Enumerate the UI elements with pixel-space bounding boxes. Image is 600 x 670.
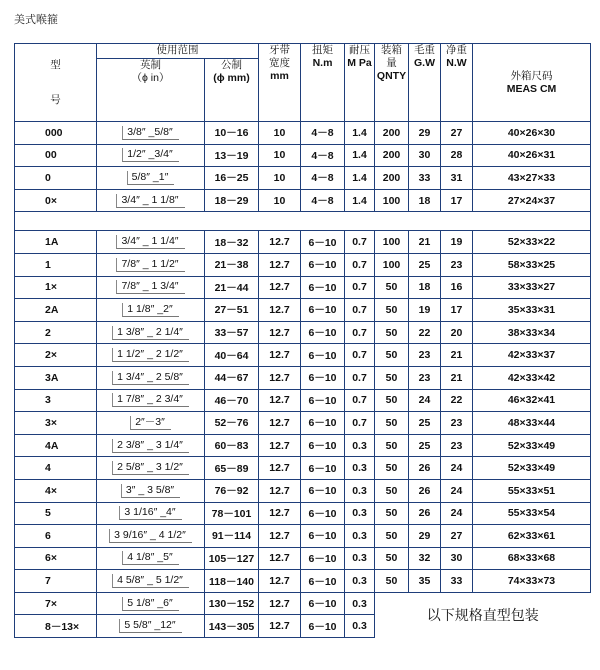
net-header-l2: N.W [446,57,467,69]
torque-cell: 4－8 [301,144,345,167]
torque-cell: 4－8 [301,167,345,190]
type-cell: 4A [15,434,97,457]
qty-cell: 50 [375,479,409,502]
nw-cell: 31 [441,167,473,190]
band-header [259,44,301,122]
pressure-cell: 0.7 [345,321,375,344]
torque-cell: 6－10 [301,321,345,344]
torque-header [301,44,345,122]
qty-cell: 50 [375,321,409,344]
metric-cell: 105－127 [205,547,259,570]
qty-cell: 100 [375,231,409,254]
inch-header-l1: 英制 [140,59,161,71]
inch-cell [97,144,205,167]
pressure-cell: 0.7 [345,231,375,254]
nw-cell: 24 [441,479,473,502]
type-cell: 4× [15,479,97,502]
gw-cell: 26 [409,502,441,525]
table-row [15,389,591,412]
packing-note: 以下规格直型包装 [375,592,591,637]
meas-cell: 55×33×51 [473,479,591,502]
torque-cell: 4－8 [301,189,345,212]
nw-cell: 23 [441,434,473,457]
inch-cell [97,389,205,412]
torque-cell: 6－10 [301,592,345,615]
torque-cell: 6－10 [301,344,345,367]
table-row [15,502,591,525]
qty-cell: 100 [375,253,409,276]
meas-cell: 68×33×68 [473,547,591,570]
band-cell: 12.7 [259,366,301,389]
meas-cell: 52×33×49 [473,457,591,480]
inch-range-value: 7/8″ _ 1 3/4″ [116,280,184,294]
gw-cell: 35 [409,570,441,593]
gw-cell: 26 [409,457,441,480]
inch-range-value: 1/2″ _3/4″ [122,148,178,162]
qty-cell: 50 [375,276,409,299]
gw-cell: 18 [409,276,441,299]
pressure-cell: 0.3 [345,479,375,502]
inch-range-value: 1 1/8″ _2″ [122,303,178,317]
range-group-header: 使用范围 [97,44,259,59]
inch-range-value: 3″ _ 3 5/8″ [121,484,180,498]
type-cell: 5 [15,502,97,525]
inch-cell [97,502,205,525]
inch-range-value: 2 5/8″ _ 3 1/2″ [112,461,189,475]
nw-cell: 16 [441,276,473,299]
pressure-cell: 0.3 [345,592,375,615]
type-cell: 2 [15,321,97,344]
metric-cell: 13－19 [205,144,259,167]
metric-cell: 16－25 [205,167,259,190]
table-row [15,434,591,457]
gw-cell: 33 [409,167,441,190]
meas-cell: 27×24×37 [473,189,591,212]
metric-header-l1: 公制 [221,59,242,71]
meas-cell: 58×33×25 [473,253,591,276]
gw-cell: 18 [409,189,441,212]
type-cell: 1× [15,276,97,299]
inch-cell [97,547,205,570]
band-cell: 12.7 [259,344,301,367]
inch-cell [97,276,205,299]
inch-range-value: 3 9/16″ _ 4 1/2″ [109,529,192,543]
band-cell: 12.7 [259,615,301,638]
torque-header-l2: N.m [312,57,333,69]
gross-header [409,44,441,122]
inch-cell [97,231,205,254]
pressure-cell: 0.7 [345,366,375,389]
metric-cell: 18－32 [205,231,259,254]
meas-header [473,44,591,122]
qty-cell: 50 [375,525,409,548]
inch-cell [97,434,205,457]
type-cell: 1A [15,231,97,254]
qty-cell: 50 [375,570,409,593]
table-row [15,547,591,570]
table-row [15,276,591,299]
gross-header-l1: 毛重 [414,44,435,56]
nw-cell: 22 [441,389,473,412]
qty-cell: 50 [375,344,409,367]
pressure-cell: 0.3 [345,570,375,593]
band-cell: 10 [259,167,301,190]
gw-cell: 23 [409,366,441,389]
metric-cell: 46－70 [205,389,259,412]
inch-range-value: 2″－3″ [130,416,171,430]
inch-cell [97,189,205,212]
torque-cell: 6－10 [301,253,345,276]
type-cell: 0 [15,167,97,190]
meas-cell: 74×33×73 [473,570,591,593]
table-row [15,525,591,548]
qty-cell: 50 [375,299,409,322]
band-cell: 12.7 [259,570,301,593]
nw-cell: 27 [441,525,473,548]
qty-header [375,44,409,122]
inch-range-value: 5/8″ _1″ [127,171,175,185]
band-cell: 12.7 [259,231,301,254]
torque-cell: 6－10 [301,389,345,412]
pressure-cell: 0.3 [345,615,375,638]
metric-header [205,59,259,122]
spec-table [14,43,591,638]
meas-header-l1: 外箱尺码 [510,69,553,82]
pressure-cell: 0.7 [345,299,375,322]
net-header [441,44,473,122]
meas-cell: 42×33×37 [473,344,591,367]
pressure-header-l1: 耐压 [349,44,370,56]
metric-cell: 76－92 [205,479,259,502]
type-header-top: 型 [50,58,61,71]
type-cell: 4 [15,457,97,480]
torque-cell: 4－8 [301,122,345,145]
gw-cell: 19 [409,299,441,322]
band-header-l3: mm [270,70,289,82]
metric-cell: 91－114 [205,525,259,548]
torque-cell: 6－10 [301,276,345,299]
type-cell: 8－13× [15,615,97,638]
gw-cell: 25 [409,434,441,457]
pressure-header-l2: M Pa [347,57,372,69]
inch-range-value: 3/4″ _ 1 1/4″ [116,235,184,249]
net-header-l1: 净重 [446,44,467,56]
table-row [15,366,591,389]
nw-cell: 30 [441,547,473,570]
metric-cell: 21－38 [205,253,259,276]
pressure-cell: 0.3 [345,457,375,480]
gw-cell: 30 [409,144,441,167]
inch-range-value: 3/8″ _5/8″ [122,126,178,140]
gw-cell: 22 [409,321,441,344]
table-row [15,253,591,276]
band-cell: 12.7 [259,547,301,570]
inch-range-value: 1 3/8″ _ 2 1/4″ [112,326,189,340]
nw-cell: 23 [441,412,473,435]
qty-cell: 200 [375,122,409,145]
metric-cell: 33－57 [205,321,259,344]
inch-cell [97,321,205,344]
meas-cell: 52×33×49 [473,434,591,457]
table-row [15,570,591,593]
torque-cell: 6－10 [301,615,345,638]
spacer-cell [15,212,591,231]
meas-cell: 43×27×33 [473,167,591,190]
meas-cell: 55×33×54 [473,502,591,525]
band-cell: 10 [259,122,301,145]
band-cell: 12.7 [259,502,301,525]
pressure-cell: 1.4 [345,144,375,167]
pressure-cell: 0.3 [345,525,375,548]
metric-cell: 21－44 [205,276,259,299]
meas-cell: 52×33×22 [473,231,591,254]
inch-cell [97,122,205,145]
table-row [15,592,591,615]
nw-cell: 19 [441,231,473,254]
qty-cell: 50 [375,412,409,435]
type-cell: 6× [15,547,97,570]
pressure-cell: 0.7 [345,344,375,367]
type-cell: 7× [15,592,97,615]
nw-cell: 24 [441,502,473,525]
pressure-cell: 0.3 [345,547,375,570]
pressure-cell: 0.3 [345,502,375,525]
inch-cell [97,412,205,435]
nw-cell: 33 [441,570,473,593]
torque-cell: 6－10 [301,412,345,435]
table-row [15,457,591,480]
band-cell: 12.7 [259,253,301,276]
spacer-row [15,212,591,231]
inch-range-value: 5 1/8″ _6″ [122,597,178,611]
metric-cell: 78－101 [205,502,259,525]
qty-cell: 200 [375,144,409,167]
page-title: 美式喉箍 [14,14,58,26]
gw-cell: 32 [409,547,441,570]
torque-cell: 6－10 [301,547,345,570]
pressure-header [345,44,375,122]
meas-cell: 46×32×41 [473,389,591,412]
torque-header-l1: 扭矩 [312,44,333,56]
inch-range-value: 4 5/8″ _ 5 1/2″ [112,574,189,588]
qty-header-l1: 装箱 [381,44,402,56]
metric-cell: 10－16 [205,122,259,145]
meas-cell: 38×33×34 [473,321,591,344]
inch-range-value: 2 3/8″ _ 3 1/4″ [112,439,189,453]
band-header-l2: 宽度 [269,57,290,69]
meas-cell: 48×33×44 [473,412,591,435]
metric-cell: 65－89 [205,457,259,480]
inch-cell [97,525,205,548]
inch-cell [97,457,205,480]
inch-range-value: 3 1/16″ _4″ [119,506,181,520]
inch-cell [97,253,205,276]
pressure-cell: 0.7 [345,276,375,299]
metric-cell: 27－51 [205,299,259,322]
qty-cell: 50 [375,547,409,570]
meas-cell: 40×26×31 [473,144,591,167]
inch-cell [97,366,205,389]
type-cell: 00 [15,144,97,167]
table-row [15,412,591,435]
meas-cell: 40×26×30 [473,122,591,145]
inch-range-value: 1 7/8″ _ 2 3/4″ [112,393,189,407]
inch-range-value: 7/8″ _ 1 1/2″ [116,258,184,272]
qty-cell: 50 [375,366,409,389]
gw-cell: 29 [409,122,441,145]
qty-cell: 50 [375,434,409,457]
metric-cell: 18－29 [205,189,259,212]
nw-cell: 28 [441,144,473,167]
band-cell: 12.7 [259,412,301,435]
nw-cell: 21 [441,344,473,367]
gw-cell: 29 [409,525,441,548]
qty-cell: 50 [375,502,409,525]
pressure-cell: 0.3 [345,434,375,457]
type-cell: 1 [15,253,97,276]
table-row [15,189,591,212]
metric-cell: 130－152 [205,592,259,615]
nw-cell: 17 [441,189,473,212]
gross-header-l2: G.W [414,57,435,69]
nw-cell: 20 [441,321,473,344]
qty-header-l2: 量 [386,57,397,69]
pressure-cell: 0.7 [345,389,375,412]
pressure-cell: 1.4 [345,189,375,212]
torque-cell: 6－10 [301,366,345,389]
nw-cell: 21 [441,366,473,389]
gw-cell: 25 [409,412,441,435]
band-header-l1: 牙带 [269,44,290,56]
inch-range-value: 5 5/8″ _12″ [119,619,181,633]
table-row [15,144,591,167]
type-cell: 7 [15,570,97,593]
torque-cell: 6－10 [301,299,345,322]
metric-cell: 44－67 [205,366,259,389]
qty-cell: 200 [375,167,409,190]
inch-cell [97,570,205,593]
meas-cell: 42×33×42 [473,366,591,389]
band-cell: 10 [259,144,301,167]
type-cell: 3A [15,366,97,389]
nw-cell: 17 [441,299,473,322]
type-cell: 000 [15,122,97,145]
metric-cell: 60－83 [205,434,259,457]
metric-cell: 52－76 [205,412,259,435]
qty-cell: 50 [375,457,409,480]
band-cell: 12.7 [259,457,301,480]
pressure-cell: 1.4 [345,122,375,145]
inch-cell [97,344,205,367]
inch-cell [97,592,205,615]
pressure-cell: 0.7 [345,412,375,435]
inch-cell [97,167,205,190]
inch-range-value: 1 1/2″ _ 2 1/2″ [112,348,189,362]
qty-header-l3: QNTY [376,70,407,82]
gw-cell: 24 [409,389,441,412]
gw-cell: 23 [409,344,441,367]
band-cell: 10 [259,189,301,212]
table-row [15,167,591,190]
inch-range-value: 1 3/4″ _ 2 5/8″ [112,371,189,385]
table-row [15,299,591,322]
torque-cell: 6－10 [301,457,345,480]
table-body [15,44,591,638]
band-cell: 12.7 [259,299,301,322]
qty-cell: 100 [375,189,409,212]
metric-cell: 143－305 [205,615,259,638]
inch-cell [97,479,205,502]
band-cell: 12.7 [259,525,301,548]
gw-cell: 21 [409,231,441,254]
type-cell: 2× [15,344,97,367]
pressure-cell: 0.7 [345,253,375,276]
band-cell: 12.7 [259,592,301,615]
meas-header-l2: MEAS CM [506,82,557,95]
meas-cell: 62×33×61 [473,525,591,548]
type-header-bottom: 号 [50,93,61,106]
gw-cell: 26 [409,479,441,502]
band-cell: 12.7 [259,276,301,299]
type-cell: 3× [15,412,97,435]
torque-cell: 6－10 [301,502,345,525]
band-cell: 12.7 [259,389,301,412]
type-cell: 2A [15,299,97,322]
header-row [15,44,591,59]
band-cell: 12.7 [259,321,301,344]
nw-cell: 23 [441,253,473,276]
nw-cell: 24 [441,457,473,480]
torque-cell: 6－10 [301,231,345,254]
table-row [15,479,591,502]
inch-header-l2: （ϕ in） [131,72,170,84]
metric-cell: 118－140 [205,570,259,593]
inch-range-value: 3/4″ _ 1 1/8″ [116,194,184,208]
band-cell: 12.7 [259,434,301,457]
torque-cell: 6－10 [301,479,345,502]
table-row [15,344,591,367]
table-row [15,122,591,145]
torque-cell: 6－10 [301,570,345,593]
metric-cell: 40－64 [205,344,259,367]
band-cell: 12.7 [259,479,301,502]
meas-cell: 33×33×27 [473,276,591,299]
meas-cell: 35×33×31 [473,299,591,322]
inch-header [97,59,205,122]
inch-range-value: 4 1/8″ _5″ [122,551,178,565]
torque-cell: 6－10 [301,434,345,457]
type-cell: 3 [15,389,97,412]
table-row [15,231,591,254]
torque-cell: 6－10 [301,525,345,548]
type-header [15,44,97,122]
pressure-cell: 1.4 [345,167,375,190]
metric-header-l2: (ϕ mm) [213,72,250,84]
type-cell: 0× [15,189,97,212]
qty-cell: 50 [375,389,409,412]
gw-cell: 25 [409,253,441,276]
table-row [15,321,591,344]
nw-cell: 27 [441,122,473,145]
inch-cell [97,615,205,638]
inch-cell [97,299,205,322]
type-cell: 6 [15,525,97,548]
